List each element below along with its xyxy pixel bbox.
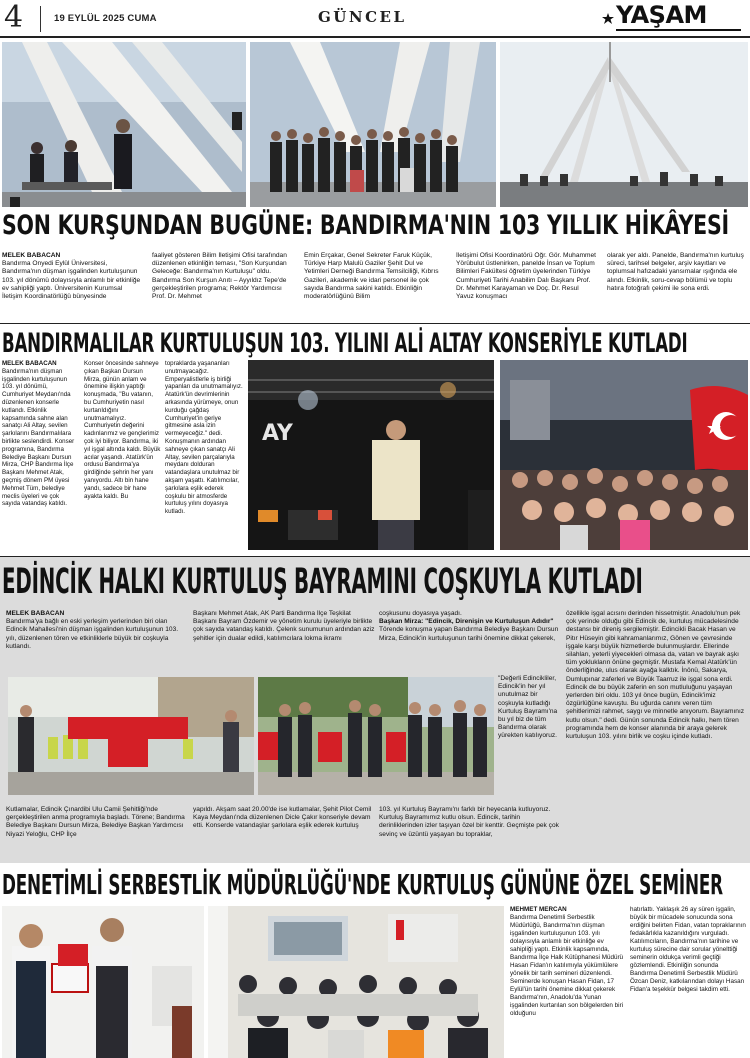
- logo-wordmark: YAŞAM: [616, 1, 707, 29]
- story3-subhead: Başkan Mirza: "Edincik, Direnişin ve Kurtuluşun Adıdır": [379, 618, 554, 626]
- photo-panel-speakers: [2, 42, 246, 207]
- page-number-divider: [40, 6, 41, 32]
- photo-panel-concert: [248, 360, 494, 550]
- story1-col1-text: Bandırma Onyedi Eylül Üniversitesi, Bandırma'nın düşman işgalinden kurtuluşunun 103. yıl dönümü dolayısıyla anlamlı bir etkinliğe ev sahipliği yaptı. Üniversitenin Kurumsal İletişim Koordinatörlüğü bünyesinde: [2, 260, 141, 301]
- story3-col3-top: [379, 610, 561, 675]
- story1-col4: İletişimi Ofisi Koordinatörü Öğr. Gör. Muhammet Yörübulut üstlenirken, panelde İnsan ve Toplum Bilimleri Fakültesi öğretim üyelerinden Türkiye Cumhuriyeti Tarihi Anabilim Dalı Başkanı Prof. Dr. Mehmet Karayaman ve Doç. Dr. Resul Yavuz konuşmacı: [456, 252, 596, 301]
- story3-col3-sub-text: Törende konuşma yapan Bandırma Belediye Başkanı Dursun Mirza, Edincik'in kurtuluşunun tarihi önemine dikkat çekerek,: [379, 626, 559, 642]
- story4-byline: MEHMET MERCAN: [510, 906, 567, 913]
- photo-panel-ceremony: [258, 677, 494, 795]
- story1-col3: Emin Erçakar, Genel Sekreter Faruk Küçük, Türkiye Harp Malulü Gaziler Şehit Dul ve Yetimleri Derneği Bandırma Temsilciliği, Kıbrıs Gazileri, akademik ve idari personel ile çok sayıda Bandırma sakini katıldı. Etkinliğin moderatörlüğünü Bilim: [304, 252, 439, 301]
- story3-col4: özellikle işgal acısını derinden hissetmiştir. Anadolu'nun pek çok yerinde olduğu gibi Edincik de, kurtuluş mücadelesinde destansı bir direniş sergilemiştir. Edincikli Bacak Hasan ve Pitır Hüseyin gibi kahramanlarımız, Gönen ve çevresinde işgale karşı büyük hizmetlerde bulunmuşlardır. Ellerinde silahları, yeterli yiyecekleri olmasa da, vatan ve bayrak aşkı tüm yoklukların önüne geçmiştir. Mustafa Kemal Atatürk'ün önderliğinde, ulus olarak ayağa kalktık. İnönü, Sakarya, Dumlupınar zaferleri ve Büyük Taarruz ile işgal sona erdi. Edincik de bu büyük zaferin en son mutluluğunu yaşayan yerlerden biri oldu. 103 yıl önce bugün, Edincik'imiz özgürlüğüne kavuştu. Bu uğurda canını veren tüm şehitlerimizi rahmet, saygı ve minnetle anıyorum. Bayramınız kutlu olsun." dedi. Günün sonunda Edincik halkı, hem tören programında hem de konser alanında bir araya gelerek kurtuluşun 103. yılını birlik ve coşku içinde kutladı.: [566, 610, 745, 741]
- section-title: GÜNCEL: [318, 8, 407, 26]
- story2-col3: topraklarda yaşananları unutmayacağız. Emperyalistlerle iş birliği yapanları da unutmamalıyız. Atatürk'ün devrimlerinin arkasında yürümeye, onun kurduğu çağdaş Cumhuriyet'in geriye gitmesine asla izin vermeyeceğiz." dedi. Konuşmanın ardından sahneye çıkan sanatçı Ali Altay, sevilen parçalarıyla meydanı dolduran vatandaşlara unutulmaz bir akşam yaşattı. Katılımcılar, şarkılara eşlik ederek coşkulu bir atmosferde kurtuluş yılını doyasıya kutladı.: [165, 360, 243, 516]
- story3-col2-bottom: yapıldı. Akşam saat 20.00'de ise kutlamalar, Şehit Pilot Cemil Kaya Meydanı'nda düzenlenen Dicle Çakır konseriyle devam etti. Konserde vatandaşlar şarkılara eşlik ederek kurtuluş: [193, 806, 372, 830]
- story4-col1-text: Bandırma Denetimli Serbestlik Müdürlüğü, Bandırma'nın düşman işgalinden kurtuluşunun 103. yılı dolayısıyla anlamlı bir etkinliğe ev sahipliği yaptı. Etkinlik kapsamında, Bandırma İlçe Halk Kütüphanesi Müdürü Hasan Fidan'ın katılımıyla yükümlülere yönelik bir tarih semineri düzenlendi. Seminerde konuşan Hasan Fidan, 17 Eylül'ün tarihi önemine dikkat çekerek Bandırma'nın, Anadolu'da Yunan işgalinden kurtarılan son bölgelerden biri olduğunu: [510, 914, 624, 1017]
- newspaper-logo: [580, 2, 745, 32]
- story1-headline: SON KURŞUNDAN BUGÜNE: BANDIRMA'NIN 103 YILLIK HİKÂYESİ: [2, 210, 729, 241]
- story3-headline: EDİNCİK HALKI KURTULUŞ BAYRAMINI COŞKUYLA KUTLADI: [2, 562, 643, 602]
- story3-col1-top: [6, 610, 188, 674]
- story2-byline: MELEK BABACAN: [2, 360, 57, 367]
- story1-col2: faaliyet gösteren Bilim İletişimi Ofisi tarafından düzenlenen etkinliğin teması, "Son Kurşundan Geleceğe: Bandırma'nın Kurtuluşu" oldu. Bandırma Son Kurşun Anıtı – Ayyıldız Tepe'de gerçekleştirilen programa; Rektör Yardımcısı Prof. Dr. Mehmet: [152, 252, 287, 301]
- story3-col3-bottom: 103. yıl Kurtuluş Bayramı'nı farklı bir heyecanla kutluyoruz. Kurtuluş Bayramımız kutlu olsun. Edincik, tarihin derinliklerinden izler taşıyan özel bir kenttir. Geçmişte pek çok sevinç ve üzüntü yaşayan bu topraklar,: [379, 806, 559, 838]
- story3-col2-top: Başkanı Mehmet Atak, AK Parti Bandırma İlçe Teşkilat Başkanı Bayram Özdemir ve yönetim kurulu üyeleriyle birlikte çok sayıda vatandaş katıldı. Çelenk sunumunun ardından aziz şehitler için dualar edildi, katılımcılara lokma ikramı: [193, 610, 375, 642]
- story3-col1-bottom: Kutlamalar, Edincik Çınardibi Ulu Camii Şehitliği'nde gerçekleştirilen anma programıyla başladı. Törene; Bandırma Belediye Başkanı Dursun Mirza, Belediye Başkan Yardımcısı Niyazi Yeloğlu, CHP İlçe: [6, 806, 185, 838]
- story2-col1: [2, 360, 79, 552]
- story4-col2: hatırlattı. Yaklaşık 26 ay süren işgalin, büyük bir mücadele sonucunda sona erdiğini belirten Fidan, vatan topraklarının fedakârlıkla kazanıldığını vurguladı. Katılımcıların, Bandırma'nın tarihine ve kurtuluş sürecine dair sorular yönelttiği seminerin oldukça verimli geçtiği gözlemlendi. Etkinliğin sonunda Bandırma Denetimli Serbestlik Müdürü Özcan Deniz, katkılarından dolayı Hasan Fidan'a teşekkür belgesi takdim etti.: [630, 906, 746, 993]
- photo-panel-seminar: [208, 906, 504, 1058]
- masthead-rule: [0, 36, 750, 38]
- photo-panel-certificate: [2, 906, 204, 1058]
- logo-underline: [616, 29, 741, 31]
- story3-col1-top-text: Bandırma'ya bağlı en eski yerleşim yerlerinden biri olan Edincik Mahallesi'nin düşman işgalinden kurtuluşunun 103. yılı, düzenlenen tören ve etkinliklerle büyük bir coşkuyla kutlandı.: [6, 618, 179, 650]
- story3-quote-narrow: "Değerli Edincikliler, Edincik'in her yıl unutulmaz bir coşkuyla kutladığı Kurtuluş Bayramı'na bu yıl biz de tüm Bandırma olarak yürekten katılıyoruz.: [498, 675, 558, 740]
- svg-text:AY: AY: [262, 421, 293, 446]
- photo-panel-crowd: [500, 360, 748, 550]
- page-number: 4: [4, 0, 24, 35]
- issue-date: 19 EYLÜL 2025 CUMA: [54, 13, 157, 24]
- story3-col3-top-text: coşkusunu doyasıya yaşadı.: [379, 610, 462, 617]
- story1-col5: olarak yer aldı. Panelde, Bandırma'nın kurtuluş süreci, tarihsel belgeler, arşiv kayıtları ve toplumsal hafızadaki yansımalar ışığında ele alındı. Etkinlik, soru-cevap bölümü ve toplu hatıra fotoğrafı çekimi ile sona erdi.: [607, 252, 744, 292]
- photo-panel-monument: [500, 42, 748, 207]
- moon-star-logo-icon: [580, 2, 620, 32]
- story4-headline: DENETİMLİ SERBESTLİK MÜDÜRLÜĞÜ'NDE KURTULUŞ GÜNÜNE ÖZEL SEMİNER: [2, 868, 723, 901]
- photo-panel-children: [8, 677, 254, 795]
- story1-rule: [0, 323, 750, 324]
- story2-col2: Konser öncesinde sahneye çıkan Başkan Dursun Mirza, günün anlam ve önemine ilişkin yaptığı konuşmada, "Bu vatanın, bu Cumhuriyetin nasıl kurtarıldığını unutmamalıyız. Cumhuriyetin değerini kadınlarımız ve gençlerimiz çok iyi biliyor. Bandırma, iki yıl işgal altında kaldı. Büyük acılar yaşandı. Atatürk'ün ordusu Bandırma'ya girdiğinde şehrin her yanı yanıyordu. Altı bin hane yandı, sadece bir hane ayakta kaldı. Bu: [84, 360, 161, 500]
- photo-panel-group: [250, 42, 496, 207]
- story2-headline: BANDIRMALILAR KURTULUŞUN 103. YILINI ALİ ALTAY KONSERİYLE KUTLADI: [2, 328, 688, 359]
- story4-col1: [510, 906, 624, 1058]
- story1-byline: MELEK BABACAN: [2, 252, 61, 259]
- story3-byline: MELEK BABACAN: [6, 610, 65, 617]
- story1-col1: [2, 252, 142, 320]
- story2-col1-text: Bandırma'nın düşman işgalinden kurtuluşunun 103. yıl dönümü, Cumhuriyet Meydanı'nda düzenlenen konserle kutlandı. Etkinlik kapsamında sahne alan sanatçı Ali Altay, sevilen şarkılarını Bandırmalılara birlikte seslendirdi. Konser programına, Bandırma Belediye Başkanı Dursun Mirza, CHP Bandırma İlçe Başkanı Mehmet Atak, geçmiş dönem PM üyesi Mehmet Tüm, belediye meclis üyeleri ve çok sayıda vatandaş katıldı.: [2, 367, 75, 508]
